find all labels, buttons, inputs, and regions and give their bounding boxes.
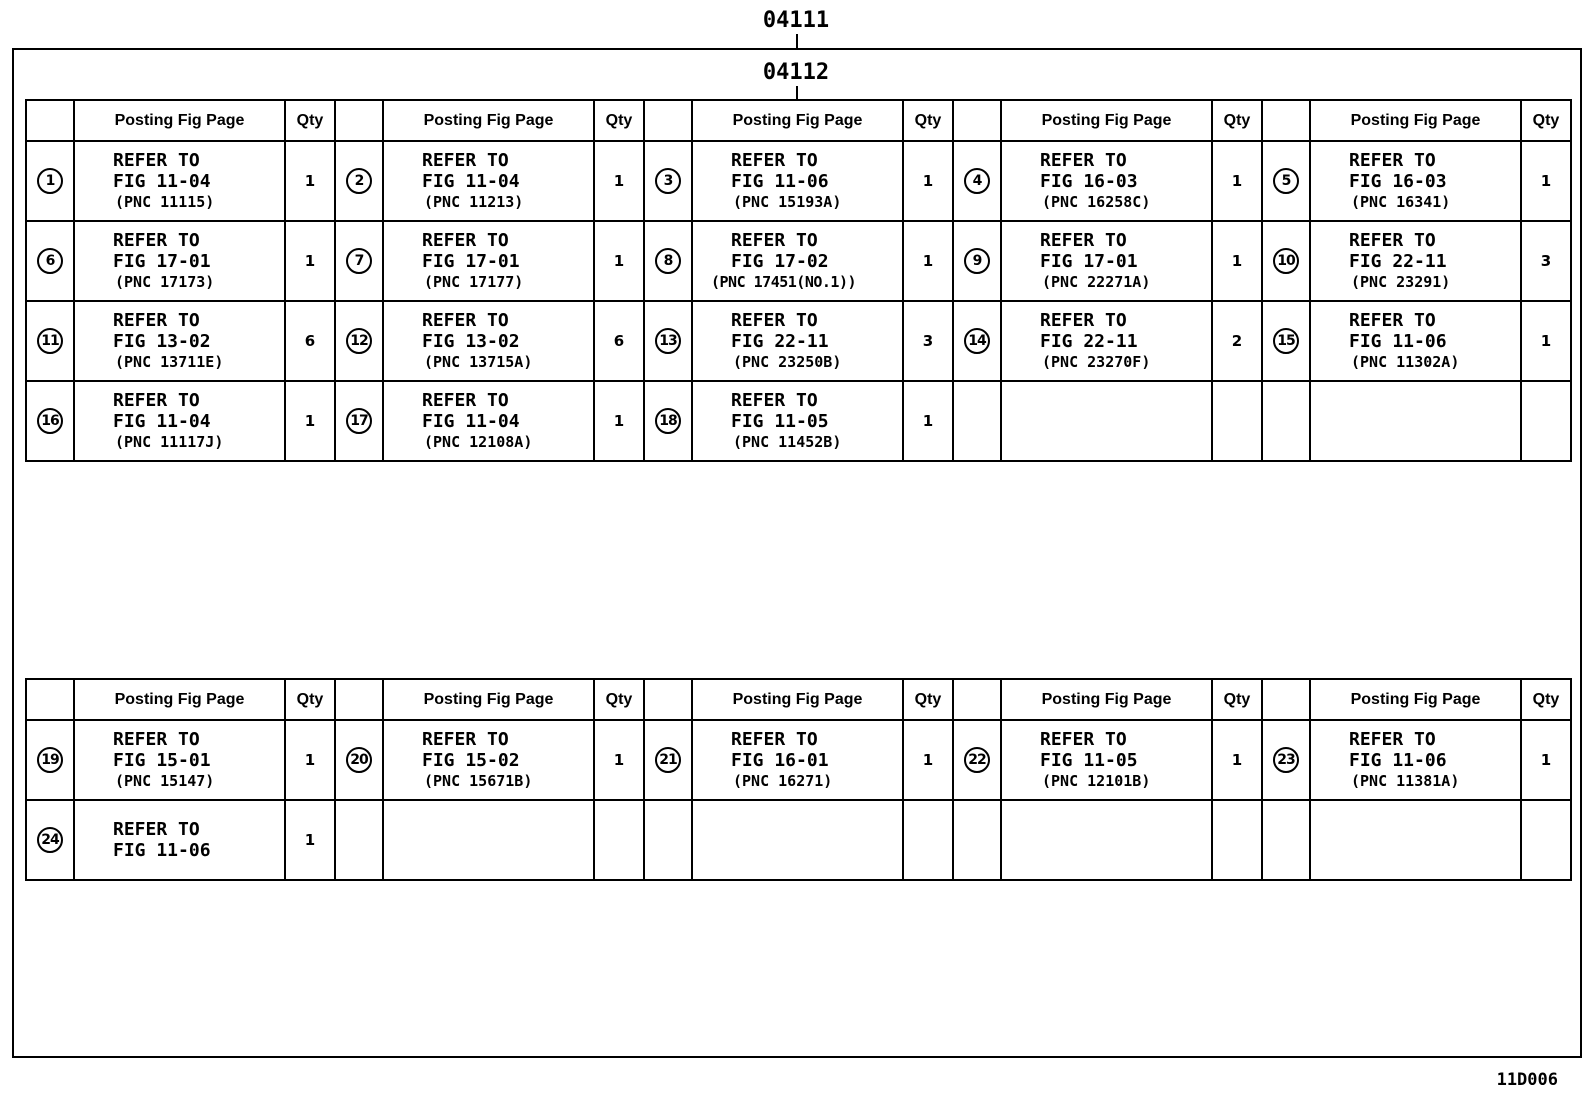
posting-fig-page-header: Posting Fig Page — [74, 100, 285, 141]
item-number-callout: 8 — [655, 248, 681, 274]
qty-cell: 1 — [1212, 720, 1262, 800]
item-number-cell — [335, 800, 383, 880]
posting-fig-page-cell — [74, 301, 285, 381]
item-number-cell — [953, 141, 1001, 221]
qty-cell: 1 — [594, 381, 644, 461]
item-number-callout: 3 — [655, 168, 681, 194]
fig-reference: FIG 11-04 — [113, 410, 211, 432]
item-number-cell — [26, 141, 74, 221]
item-number-cell — [953, 800, 1001, 880]
posting-fig-page-header: Posting Fig Page — [383, 679, 594, 720]
qty-cell: 1 — [1212, 221, 1262, 301]
item-number-callout: 14 — [964, 328, 990, 354]
qty-cell: 1 — [285, 381, 335, 461]
item-number-cell — [644, 221, 692, 301]
item-number-cell — [1262, 720, 1310, 800]
item-number-cell — [644, 720, 692, 800]
pnc-reference: (PNC 17173) — [115, 272, 215, 291]
fig-reference: FIG 16-01 — [731, 749, 829, 771]
fig-reference: FIG 17-01 — [1040, 250, 1138, 272]
refer-to-text: REFER TO — [731, 149, 818, 171]
drawing-code: 11D006 — [1496, 1070, 1558, 1090]
refer-to-text: REFER TO — [1349, 728, 1436, 750]
item-number-callout: 16 — [37, 408, 63, 434]
refer-to-text: REFER TO — [1349, 149, 1436, 171]
refer-to-text: REFER TO — [731, 309, 818, 331]
item-number-callout: 11 — [37, 328, 63, 354]
qty-cell — [1521, 381, 1571, 461]
qty-cell: 3 — [903, 301, 953, 381]
qty-header: Qty — [594, 679, 644, 720]
item-number-callout: 19 — [37, 747, 63, 773]
item-number-cell — [335, 141, 383, 221]
pnc-reference: (PNC 23250B) — [733, 352, 842, 371]
posting-fig-page-header: Posting Fig Page — [692, 100, 903, 141]
posting-fig-page-cell — [383, 800, 594, 880]
qty-cell: 1 — [903, 720, 953, 800]
refer-to-text: REFER TO — [422, 309, 509, 331]
fig-reference: FIG 16-03 — [1040, 170, 1138, 192]
item-number-header — [1262, 100, 1310, 141]
item-number-callout: 22 — [964, 747, 990, 773]
posting-fig-page-cell — [692, 800, 903, 880]
posting-fig-page-cell — [74, 381, 285, 461]
posting-fig-page-cell — [1001, 301, 1212, 381]
header-row — [26, 679, 1571, 720]
qty-cell: 1 — [594, 221, 644, 301]
item-number-callout: 6 — [37, 248, 63, 274]
fig-reference: FIG 11-04 — [422, 410, 520, 432]
refer-to-text: REFER TO — [1040, 728, 1127, 750]
refer-to-text: REFER TO — [113, 819, 200, 840]
posting-fig-page-cell — [692, 720, 903, 800]
item-number-callout: 23 — [1273, 747, 1299, 773]
pnc-reference: (PNC 22271A) — [1042, 272, 1151, 291]
pnc-reference: (PNC 17451(NO.1)) — [711, 272, 857, 291]
refer-to-text: REFER TO — [731, 229, 818, 251]
fig-reference: FIG 15-02 — [422, 749, 520, 771]
leader-line-inner — [796, 86, 798, 99]
refer-to-text: REFER TO — [113, 149, 200, 171]
item-number-header — [26, 100, 74, 141]
item-number-callout: 13 — [655, 328, 681, 354]
qty-cell: 1 — [594, 720, 644, 800]
fig-reference: FIG 11-06 — [113, 840, 211, 861]
posting-fig-page-cell — [383, 381, 594, 461]
posting-fig-page-cell — [1310, 720, 1521, 800]
refer-to-text: REFER TO — [731, 728, 818, 750]
posting-fig-page-header: Posting Fig Page — [74, 679, 285, 720]
posting-fig-page-cell — [1001, 720, 1212, 800]
item-number-callout: 9 — [964, 248, 990, 274]
fig-reference: FIG 11-06 — [1349, 330, 1447, 352]
qty-cell: 1 — [903, 221, 953, 301]
qty-header: Qty — [903, 100, 953, 141]
qty-header: Qty — [1521, 100, 1571, 141]
qty-cell: 1 — [594, 141, 644, 221]
refer-to-text: REFER TO — [731, 389, 818, 411]
item-number-callout: 17 — [346, 408, 372, 434]
posting-fig-page-cell — [74, 720, 285, 800]
posting-fig-page-cell — [1310, 800, 1521, 880]
leader-line-outer — [796, 34, 798, 49]
fig-reference: FIG 11-05 — [1040, 749, 1138, 771]
refer-to-text: REFER TO — [113, 309, 200, 331]
item-number-cell — [953, 381, 1001, 461]
qty-cell — [1212, 381, 1262, 461]
item-number-cell — [335, 301, 383, 381]
item-number-cell — [953, 221, 1001, 301]
fig-reference: FIG 11-06 — [1349, 749, 1447, 771]
item-number-callout: 20 — [346, 747, 372, 773]
refer-to-text: REFER TO — [113, 389, 200, 411]
fig-reference: FIG 13-02 — [422, 330, 520, 352]
table-row — [26, 141, 1571, 221]
pnc-reference: (PNC 23291) — [1351, 272, 1451, 291]
qty-cell: 1 — [285, 800, 335, 880]
pnc-reference: (PNC 13711E) — [115, 352, 224, 371]
posting-fig-page-header: Posting Fig Page — [1001, 100, 1212, 141]
item-number-cell — [335, 381, 383, 461]
pnc-reference: (PNC 11381A) — [1351, 771, 1460, 790]
pnc-reference: (PNC 16341) — [1351, 192, 1451, 211]
fig-reference: FIG 17-02 — [731, 250, 829, 272]
posting-fig-page-cell — [1001, 141, 1212, 221]
header-row — [26, 100, 1571, 141]
posting-fig-page-cell — [692, 141, 903, 221]
reference-table-upper — [25, 99, 1572, 462]
table-row — [26, 221, 1571, 301]
refer-to-text: REFER TO — [422, 149, 509, 171]
posting-fig-page-cell — [1310, 301, 1521, 381]
item-number-callout: 12 — [346, 328, 372, 354]
posting-fig-page-cell — [1001, 381, 1212, 461]
item-number-cell — [1262, 141, 1310, 221]
posting-fig-page-header: Posting Fig Page — [1001, 679, 1212, 720]
pnc-reference: (PNC 12101B) — [1042, 771, 1151, 790]
posting-fig-page-header: Posting Fig Page — [1310, 100, 1521, 141]
posting-fig-page-cell — [692, 221, 903, 301]
refer-to-text: REFER TO — [422, 389, 509, 411]
refer-to-text: REFER TO — [113, 229, 200, 251]
fig-reference: FIG 15-01 — [113, 749, 211, 771]
pnc-reference: (PNC 15147) — [115, 771, 215, 790]
item-number-cell — [644, 301, 692, 381]
refer-to-text: REFER TO — [1040, 309, 1127, 331]
item-number-callout: 4 — [964, 168, 990, 194]
item-number-cell — [335, 720, 383, 800]
qty-header: Qty — [903, 679, 953, 720]
pnc-reference: (PNC 16271) — [733, 771, 833, 790]
pnc-reference: (PNC 16258C) — [1042, 192, 1151, 211]
qty-cell: 3 — [1521, 221, 1571, 301]
fig-reference: FIG 11-04 — [113, 170, 211, 192]
item-number-cell — [26, 221, 74, 301]
qty-cell: 6 — [594, 301, 644, 381]
qty-header: Qty — [1212, 100, 1262, 141]
posting-fig-page-cell — [1310, 381, 1521, 461]
table-row — [26, 301, 1571, 381]
qty-cell: 1 — [1521, 301, 1571, 381]
item-number-callout: 18 — [655, 408, 681, 434]
refer-to-text: REFER TO — [422, 728, 509, 750]
pnc-reference: (PNC 13715A) — [424, 352, 533, 371]
refer-to-text: REFER TO — [1349, 229, 1436, 251]
item-number-header — [953, 679, 1001, 720]
item-number-cell — [26, 381, 74, 461]
qty-header: Qty — [285, 100, 335, 141]
refer-to-text: REFER TO — [113, 728, 200, 750]
table-row — [26, 720, 1571, 800]
fig-reference: FIG 22-11 — [1040, 330, 1138, 352]
assembly-code-inner: 04112 — [762, 60, 830, 85]
item-number-cell — [1262, 800, 1310, 880]
qty-cell: 1 — [285, 720, 335, 800]
item-number-cell — [26, 301, 74, 381]
posting-fig-page-header: Posting Fig Page — [383, 100, 594, 141]
item-number-cell — [644, 381, 692, 461]
item-number-cell — [644, 800, 692, 880]
qty-header: Qty — [1212, 679, 1262, 720]
qty-cell: 1 — [1521, 141, 1571, 221]
posting-fig-page-header: Posting Fig Page — [692, 679, 903, 720]
posting-fig-page-cell — [1310, 141, 1521, 221]
posting-fig-page-cell — [1001, 221, 1212, 301]
pnc-reference: (PNC 12108A) — [424, 432, 533, 451]
fig-reference: FIG 17-01 — [113, 250, 211, 272]
item-number-cell — [1262, 301, 1310, 381]
qty-cell: 6 — [285, 301, 335, 381]
pnc-reference: (PNC 23270F) — [1042, 352, 1151, 371]
item-number-callout: 21 — [655, 747, 681, 773]
assembly-code-outer: 04111 — [762, 8, 830, 33]
item-number-cell — [26, 720, 74, 800]
qty-header: Qty — [1521, 679, 1571, 720]
posting-fig-page-cell — [74, 800, 285, 880]
pnc-reference: (PNC 11213) — [424, 192, 524, 211]
qty-cell — [903, 800, 953, 880]
qty-cell — [1212, 800, 1262, 880]
item-number-callout: 7 — [346, 248, 372, 274]
table-row — [26, 381, 1571, 461]
fig-reference: FIG 22-11 — [1349, 250, 1447, 272]
posting-fig-page-cell — [74, 141, 285, 221]
fig-reference: FIG 17-01 — [422, 250, 520, 272]
posting-fig-page-header: Posting Fig Page — [1310, 679, 1521, 720]
pnc-reference: (PNC 15671B) — [424, 771, 533, 790]
table-row — [26, 800, 1571, 880]
pnc-reference: (PNC 15193A) — [733, 192, 842, 211]
item-number-cell — [644, 141, 692, 221]
item-number-cell — [953, 301, 1001, 381]
pnc-reference: (PNC 11302A) — [1351, 352, 1460, 371]
qty-cell — [594, 800, 644, 880]
posting-fig-page-cell — [692, 301, 903, 381]
qty-header: Qty — [285, 679, 335, 720]
posting-fig-page-cell — [383, 720, 594, 800]
item-number-callout: 24 — [37, 827, 63, 853]
item-number-callout: 1 — [37, 168, 63, 194]
item-number-callout: 5 — [1273, 168, 1299, 194]
item-number-header — [644, 679, 692, 720]
item-number-cell — [1262, 221, 1310, 301]
item-number-header — [1262, 679, 1310, 720]
qty-cell: 1 — [285, 221, 335, 301]
item-number-cell — [26, 800, 74, 880]
posting-fig-page-cell — [74, 221, 285, 301]
qty-cell: 1 — [1521, 720, 1571, 800]
fig-reference: FIG 11-04 — [422, 170, 520, 192]
fig-reference: FIG 16-03 — [1349, 170, 1447, 192]
item-number-callout: 15 — [1273, 328, 1299, 354]
posting-fig-page-cell — [692, 381, 903, 461]
posting-fig-page-cell — [1001, 800, 1212, 880]
item-number-header — [644, 100, 692, 141]
item-number-header — [335, 100, 383, 141]
posting-fig-page-cell — [1310, 221, 1521, 301]
pnc-reference: (PNC 11452B) — [733, 432, 842, 451]
qty-cell: 1 — [285, 141, 335, 221]
fig-reference: FIG 22-11 — [731, 330, 829, 352]
qty-cell — [1521, 800, 1571, 880]
qty-cell: 1 — [903, 141, 953, 221]
posting-fig-page-cell — [383, 301, 594, 381]
refer-to-text: REFER TO — [1349, 309, 1436, 331]
fig-reference: FIG 11-05 — [731, 410, 829, 432]
reference-table-lower — [25, 678, 1572, 881]
fig-reference: FIG 11-06 — [731, 170, 829, 192]
posting-fig-page-cell — [383, 141, 594, 221]
refer-to-text: REFER TO — [422, 229, 509, 251]
pnc-reference: (PNC 11115) — [115, 192, 215, 211]
qty-cell: 1 — [1212, 141, 1262, 221]
item-number-header — [335, 679, 383, 720]
pnc-reference: (PNC 17177) — [424, 272, 524, 291]
qty-header: Qty — [594, 100, 644, 141]
pnc-reference: (PNC 11117J) — [115, 432, 224, 451]
qty-cell: 1 — [903, 381, 953, 461]
item-number-callout: 2 — [346, 168, 372, 194]
posting-fig-page-cell — [383, 221, 594, 301]
item-number-header — [26, 679, 74, 720]
refer-to-text: REFER TO — [1040, 229, 1127, 251]
item-number-callout: 10 — [1273, 248, 1299, 274]
fig-reference: FIG 13-02 — [113, 330, 211, 352]
item-number-cell — [953, 720, 1001, 800]
refer-to-text: REFER TO — [1040, 149, 1127, 171]
item-number-header — [953, 100, 1001, 141]
item-number-cell — [1262, 381, 1310, 461]
item-number-cell — [335, 221, 383, 301]
qty-cell: 2 — [1212, 301, 1262, 381]
